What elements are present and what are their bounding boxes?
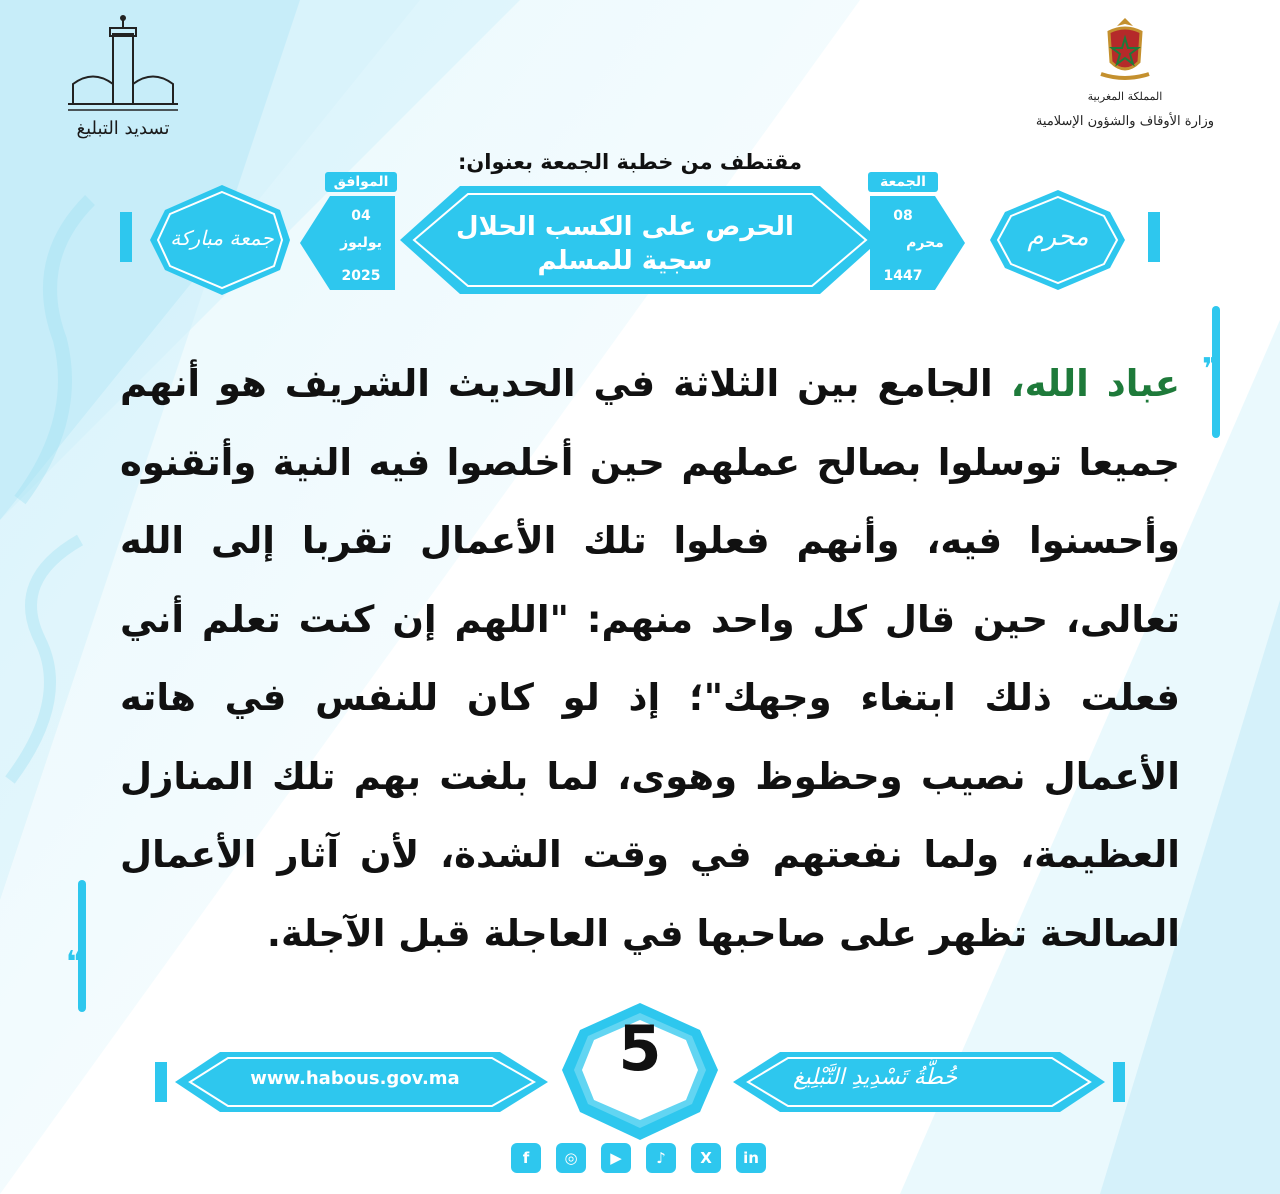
tasdid-tabligh-logo <box>58 14 188 144</box>
gregorian-year: 2025 <box>341 268 381 284</box>
excerpt-highlight: عباد الله، <box>1010 362 1180 405</box>
social-icons <box>511 1143 766 1173</box>
ministry-logo <box>1030 14 1220 134</box>
left-quote-icon: ❝ <box>66 945 84 980</box>
sermon-title-line1: الحرص على الكسب الحلال <box>456 212 794 242</box>
plan-title: خُطَّةُ تَسْدِيدِ التَّبْلِيغ <box>792 1065 958 1090</box>
sermon-subtitle: مقتطف من خطبة الجمعة بعنوان: <box>457 150 803 174</box>
instagram-icon[interactable]: ◎ <box>556 1143 586 1173</box>
sermon-title <box>405 210 845 278</box>
sermon-excerpt <box>120 345 1180 973</box>
youtube-icon[interactable]: ▶ <box>601 1143 631 1173</box>
left-logo-caption: تسديد التبليغ <box>76 118 170 139</box>
mosque-minaret-icon <box>58 14 188 118</box>
gregorian-label: الموافق <box>325 172 397 192</box>
hijri-month: محرم <box>906 235 944 251</box>
hijri-year: 1447 <box>883 268 923 284</box>
facebook-icon[interactable]: f <box>511 1143 541 1173</box>
right-quote-icon: ❞ <box>1202 352 1220 387</box>
linkedin-icon[interactable]: in <box>736 1143 766 1173</box>
card-number: 5 <box>618 1012 662 1085</box>
excerpt-text: الجامع بين الثلاثة في الحديث الشريف هو أنهم جميعا توسلوا بصالح عملهم حين أخلصوا فيه النية وأتقنوه وأحسنوا فيه، وأنهم فعلوا تلك الأعمال تقربا إلى الله تعالى، حين قال كل واحد منهم: "اللهم إن كنت تعلم أني فعلت ذلك ابتغاء وجهك"؛ إذ لو كان للنفس في هاته الأعمال نصيب وحظوظ وهوى، لما بلغت بهم تلك المنازل العظيمة، ولما نفعتهم في وقت الشدة، لأن آثار الأعمال الصالحة تظهر على صاحبها في العاجلة قبل الآجلة. <box>120 362 1180 955</box>
gregorian-day: 04 <box>351 208 371 224</box>
jumua-mubaraka-badge: جمعة مباركة <box>170 226 274 250</box>
hijri-label: الجمعة <box>868 172 938 192</box>
x-icon[interactable]: X <box>691 1143 721 1173</box>
muharram-badge: محرم <box>1027 222 1089 252</box>
tiktok-icon[interactable]: ♪ <box>646 1143 676 1173</box>
hijri-day: 08 <box>893 208 913 224</box>
ministry-caption: وزارة الأوقاف والشؤون الإسلامية <box>1035 114 1215 129</box>
gregorian-month: يوليوز <box>340 235 382 251</box>
kingdom-caption: المملكة المغربية <box>1087 90 1163 103</box>
sermon-title-line2: سجية للمسلم <box>537 246 713 276</box>
royal-emblem-icon <box>1095 14 1155 84</box>
website-link[interactable]: www.habous.gov.ma <box>250 1068 460 1089</box>
